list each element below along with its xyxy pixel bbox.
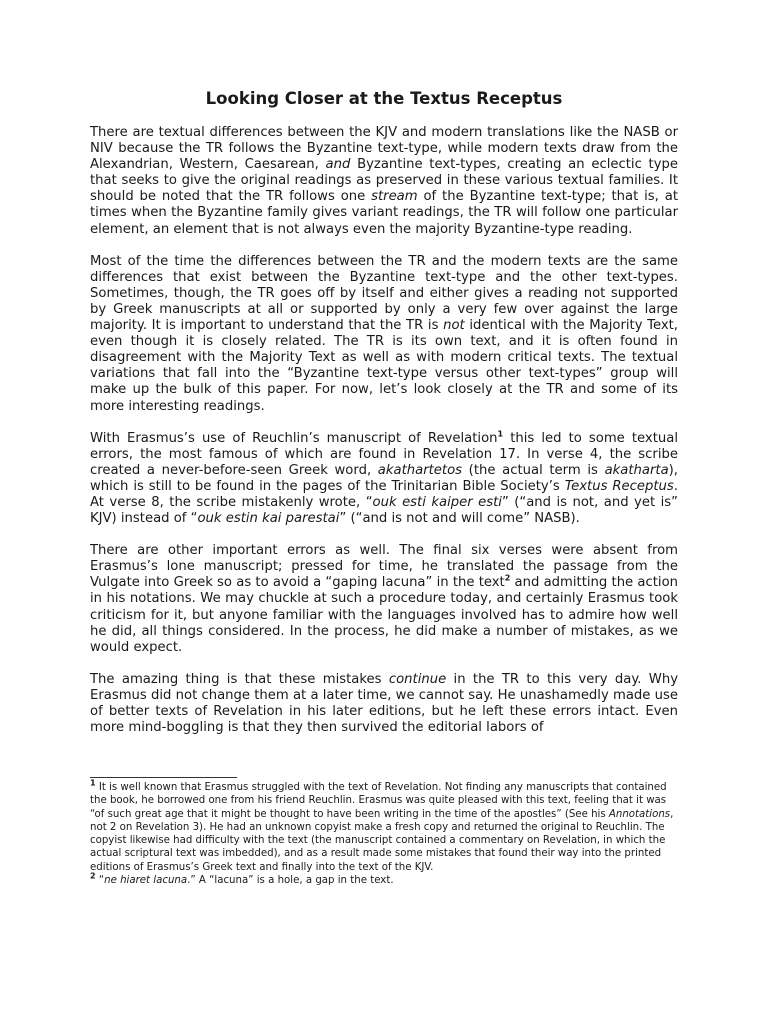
text-run: ), which is still to be found in the pages of the Trinitarian Bible Society’s: [90, 462, 678, 494]
emphasis-text: ouk esti kaiper esti: [372, 494, 502, 510]
footnotes: [90, 778, 678, 887]
text-run: ” (“and is not, and yet is” KJV) instead of “: [90, 494, 678, 527]
paragraph-3: [90, 431, 678, 528]
footnote-2: [90, 871, 678, 887]
text-run: Most of the time the differences between the TR and the modern texts are the same differences that exist between the Byzantine text-type and the other text-types. Sometimes, though, the TR goes off by itself and either gives a reading not supported by Greek manuscripts at all or supported by only a very few over against the large majority. It is important to understand that the TR is: [90, 253, 678, 334]
text-run: this led to some textual errors, the most famous of which are found in Revelation 17. In verse 4, the scribe created a never-before-seen Greek word,: [90, 430, 678, 478]
emphasis-text: akathartetos: [377, 462, 463, 478]
document-title: Looking Closer at the Textus Receptus: [205, 89, 563, 108]
footnote-ref-2[interactable]: 2: [504, 573, 511, 583]
text-run: .” A “lacuna” is a hole, a gap in the text.: [187, 875, 394, 887]
text-run: There are textual differences between the KJV and modern translations like the NASB or NIV because the TR follows the Byzantine text-type, while modern texts draw from the Alexandrian, Western, Caesarean,: [90, 125, 678, 173]
text-run: (the actual term is: [462, 462, 605, 478]
emphasis-text: ouk estin kai parestai: [197, 511, 340, 527]
text-run: . At verse 8, the scribe mistakenly wrote, “: [90, 478, 678, 510]
emphasis-text: not: [443, 318, 465, 334]
footnote-number: 2: [90, 871, 96, 881]
text-run: identical with the Majority Text, even though it is closely related. The TR is its own text, and it is often found in disagreement with the Majority Text as well as with modern critical texts. The textual variations that fall into the “Byzantine text-type versus other text-types” group will make up the bulk of this paper. For now, let’s look closely at the TR and some of its more interesting readings.: [90, 318, 679, 414]
emphasis-text: akatharta: [604, 462, 669, 478]
text-run: There are other important errors as well. The final six verses were absent from Erasmus’s lone manuscript; pressed for time, he translated the passage from the Vulgate into Greek so as to avoid a “gaping lacuna” in the text: [90, 543, 678, 591]
text-run: “: [95, 875, 105, 887]
paragraph-4: [90, 543, 678, 656]
footnote-separator: [90, 777, 237, 778]
text-run: and admitting the action in his notations. We may chuckle at such a procedure today, and certainly Erasmus took criticism for it, but anyone familiar with the languages involved has to admire how well he did, all things considered. In the process, he did make a number of mistakes, as we would expect.: [90, 575, 678, 655]
paragraph-5: [90, 672, 678, 736]
paragraph-1: [90, 125, 678, 238]
emphasis-text: ne hiaret lacuna: [104, 875, 188, 887]
document-body: [90, 125, 678, 752]
footnote-1: [90, 778, 678, 874]
text-run: With Erasmus’s use of Reuchlin’s manuscript of Revelation: [90, 430, 498, 446]
text-run: Byzantine text-types, creating an eclectic type that seeks to give the original readings as preserved in these various textual families. It should be noted that the TR follows one: [90, 157, 678, 205]
emphasis-text: and: [325, 157, 351, 173]
emphasis-text: Annotations: [608, 808, 671, 820]
emphasis-text: continue: [388, 671, 447, 687]
text-run: ” (“and is not and will come” NASB).: [339, 511, 580, 527]
text-run: , not 2 on Revelation 3). He had an unknown copyist make a fresh copy and returned the original to Reuchlin. The copyist likewise had difficulty with the text (the manuscript contained a commentary on Revelation, in which the actual scriptural text was imbedded), and as a result made some mistakes that found their way into the printed editions of Erasmus’s Greek text and finally into the text of the KJV.: [90, 808, 674, 873]
emphasis-text: Textus Receptus: [564, 478, 674, 494]
footnote-number: 1: [90, 778, 96, 788]
text-run: of the Byzantine text-type; that is, at times when the Byzantine family gives variant readings, the TR will follow one particular element, an element that is not always even the majority Byzantine-type reading.: [90, 189, 678, 237]
paragraph-2: [90, 254, 678, 415]
emphasis-text: stream: [371, 189, 418, 205]
footnote-ref-1[interactable]: 1: [497, 429, 504, 439]
text-run: in the TR to this very day. Why Erasmus did not change them at a later time, we cannot say. He unashamedly made use of better texts of Revelation in his later editions, but he left these errors intact. Even more mind-boggling is that they then survived the editorial labors of: [90, 671, 678, 736]
text-run: It is well known that Erasmus struggled with the text of Revelation. Not finding any manuscripts that contained the book, he borrowed one from his friend Reuchlin. Erasmus was quite pleased with this text, feeling that it was “of such great age that it might be thought to have been writing in the time of the apostles” (See his: [90, 782, 667, 820]
text-run: The amazing thing is that these mistakes: [90, 671, 389, 687]
